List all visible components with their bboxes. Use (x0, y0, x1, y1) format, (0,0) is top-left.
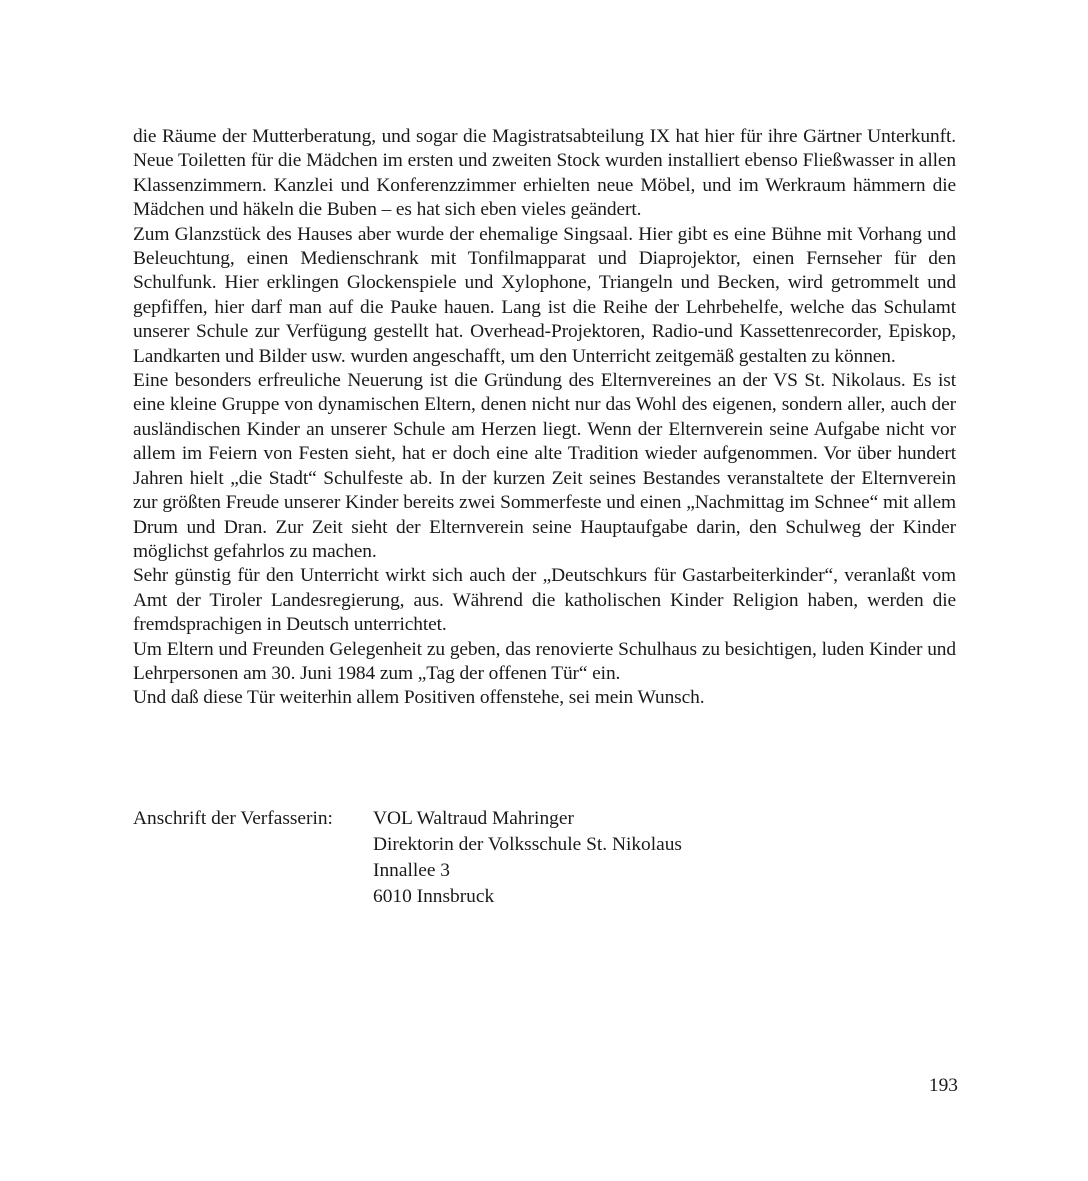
address-line-name: VOL Waltraud Mahringer (373, 808, 574, 829)
paragraph-wunsch: Und daß diese Tür weiterhin allem Positiven offenstehe, sei mein Wunsch. (133, 687, 705, 709)
paragraph-singsaal: Zum Glanzstück des Hauses aber wurde der ehemalige Singsaal. Hier gibt es eine Bühne mit Vorhang und Beleuchtung, einen Medienschrank mit Tonfilmapparat und Diaprojektor, einen Fernseher für den Schulfunk. Hier erklingen Glockenspiele und Xylophone, Triangeln und Becken, wird getrommelt und gepfiffen, hier darf man auf die Pauke hauen. Lang ist die Reihe der Lehrbehelfe, welche das Schulamt unserer Schule zur Verfügung gestellt hat. Overhead-Projektoren, Radio-und Kassettenrecorder, Episkop, Landkarten und Bilder usw. wurden angeschafft, um den Unterricht zeitgemäß gestalten zu können. (133, 223, 956, 367)
address-lines (373, 806, 682, 910)
page-number: 193 (928, 1075, 958, 1096)
paragraph-tag-der-offenen-tuer: Um Eltern und Freunden Gelegenheit zu geben, das renovierte Schulhaus zu besichtigen, luden Kinder und Lehrpersonen am 30. Juni 1984 zum „Tag der offenen Tür“ ein. (133, 638, 956, 684)
address-line-city: 6010 Innsbruck (373, 886, 495, 907)
address-line-street: Innallee 3 (373, 860, 450, 881)
body-text (133, 125, 956, 711)
address-line-title: Direktorin der Volksschule St. Nikolaus (373, 834, 682, 855)
address-label: Anschrift der Verfasserin: (133, 808, 333, 829)
paragraph-deutschkurs: Sehr günstig für den Unterricht wirkt sich auch der „Deutschkurs für Gastarbeiterkinder“, veranlaßt vom Amt der Tiroler Landesregierung, aus. Während die katholischen Kinder Religion haben, werden die fremdsprachigen in Deutsch unterrichtet. (133, 565, 956, 636)
paragraph-elternverein: Eine besonders erfreuliche Neuerung ist die Gründung des Elternvereines an der VS St. Nikolaus. Es ist eine kleine Gruppe von dynamischen Eltern, denen nicht nur das Wohl des eigenen, sondern aller, auch der ausländischen Kinder an unserer Schule am Herzen liegt. Wenn der Elternverein seine Aufgabe nicht vor allem im Feiern von Festen sieht, hat er doch eine alte Tradition wieder aufgenommen. Vor über hundert Jahren hielt „die Stadt“ Schulfeste ab. In der kurzen Zeit seines Bestandes veranstaltete der Elternverein zur größten Freude unserer Kinder bereits zwei Sommerfeste und einen „Nachmittag im Schnee“ mit allem Drum und Dran. Zur Zeit sieht der Elternverein seine Hauptaufgabe darin, den Schulweg der Kinder möglichst gefahrlos zu machen. (133, 370, 956, 562)
paragraph-renovation: die Räume der Mutterberatung, und sogar die Magistratsabteilung IX hat hier für ihre Gärtner Unterkunft. Neue Toiletten für die Mädchen im ersten und zweiten Stock wurden installiert ebenso Fließwasser in allen Klassenzimmern. Kanzlei und Konferenzzimmer erhielten neue Möbel, und im Werkraum hämmern die Mädchen und häkeln die Buben – es hat sich eben vieles geändert. (133, 126, 956, 221)
